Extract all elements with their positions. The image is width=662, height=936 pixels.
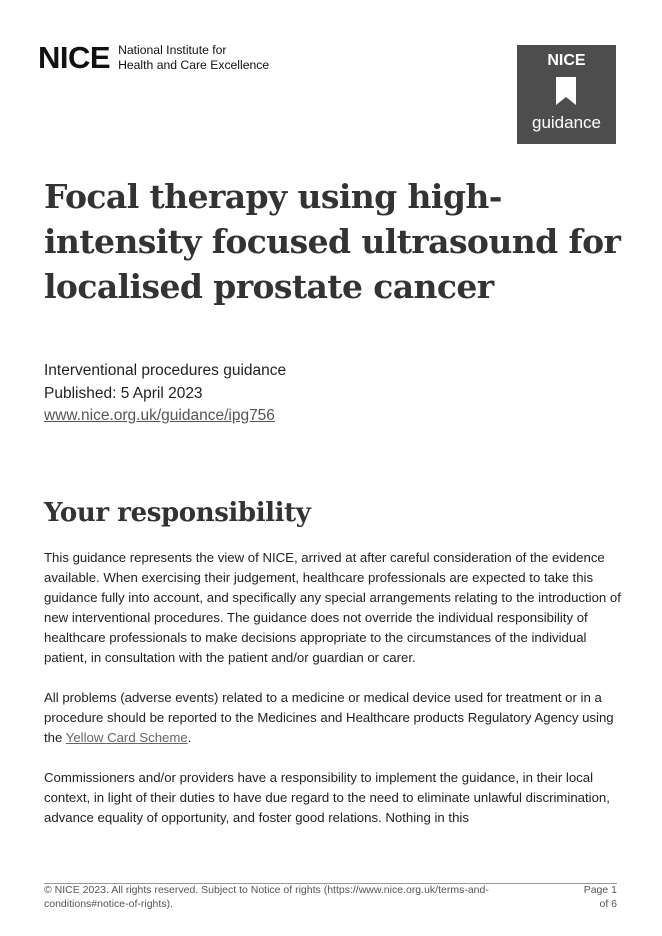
guidance-link[interactable]: www.nice.org.uk/guidance/ipg756 — [44, 407, 275, 424]
yellow-card-link[interactable]: Yellow Card Scheme — [65, 730, 188, 745]
paragraph-3: Commissioners and/or providers have a responsibility to implement the guidance, in their local context, in light of their duties to have due regard to the need to eliminate unlawful discrimination, advance equality of opportunity, and foster good relations. Nothing in this — [44, 770, 610, 825]
paragraph-1: This guidance represents the view of NICE, arrived at after careful consideration of the evidence available. When exercising their judgement, healthcare professionals are expected to take this guidance fully into account, and specifically any special arrangements relating to the introduction of new interventional procedures. The guidance does not override the individual responsibility of healthcare professionals to make decisions appropriate to the circumstances of the individual patient, in consultation with the patient and/or guardian or carer. — [44, 550, 621, 665]
paragraph-2 — [44, 688, 624, 748]
logo-subtitle-line2: Health and Care Excellence — [118, 57, 270, 72]
bookmark-icon — [556, 77, 576, 105]
badge-label: guidance — [531, 113, 601, 132]
page-number-line2: of 6 — [599, 897, 617, 910]
published-date: Published: 5 April 2023 — [44, 384, 203, 402]
document-meta — [44, 360, 286, 428]
section-heading: Your responsibility — [44, 498, 311, 528]
logo-subtitle — [118, 43, 269, 73]
page-number — [572, 884, 617, 911]
footer-copyright: © NICE 2023. All rights reserved. Subject to Notice of rights (https://www.nice.org.uk/terms-and-conditions#notice-of-rights). — [44, 884, 489, 910]
logo-subtitle-line1: National Institute for — [118, 42, 227, 57]
paragraph-2-end: . — [187, 730, 192, 745]
nice-logo — [38, 42, 269, 73]
badge-title: NICE — [547, 52, 586, 69]
section-body — [44, 548, 624, 848]
guidance-badge — [517, 45, 616, 144]
page-title: Focal therapy using high-intensity focused ultrasound for localised prostate cancer — [44, 177, 621, 306]
paragraph-2-text: All problems (adverse events) related to a medicine or medical device used for treatment or in a procedure should be reported to the Medicines and Healthcare products Regulatory Agency using the — [44, 690, 614, 745]
page-number-line1: Page 1 — [583, 884, 617, 896]
guidance-type: Interventional procedures guidance — [44, 362, 287, 379]
logo-wordmark: NICE — [38, 40, 111, 75]
